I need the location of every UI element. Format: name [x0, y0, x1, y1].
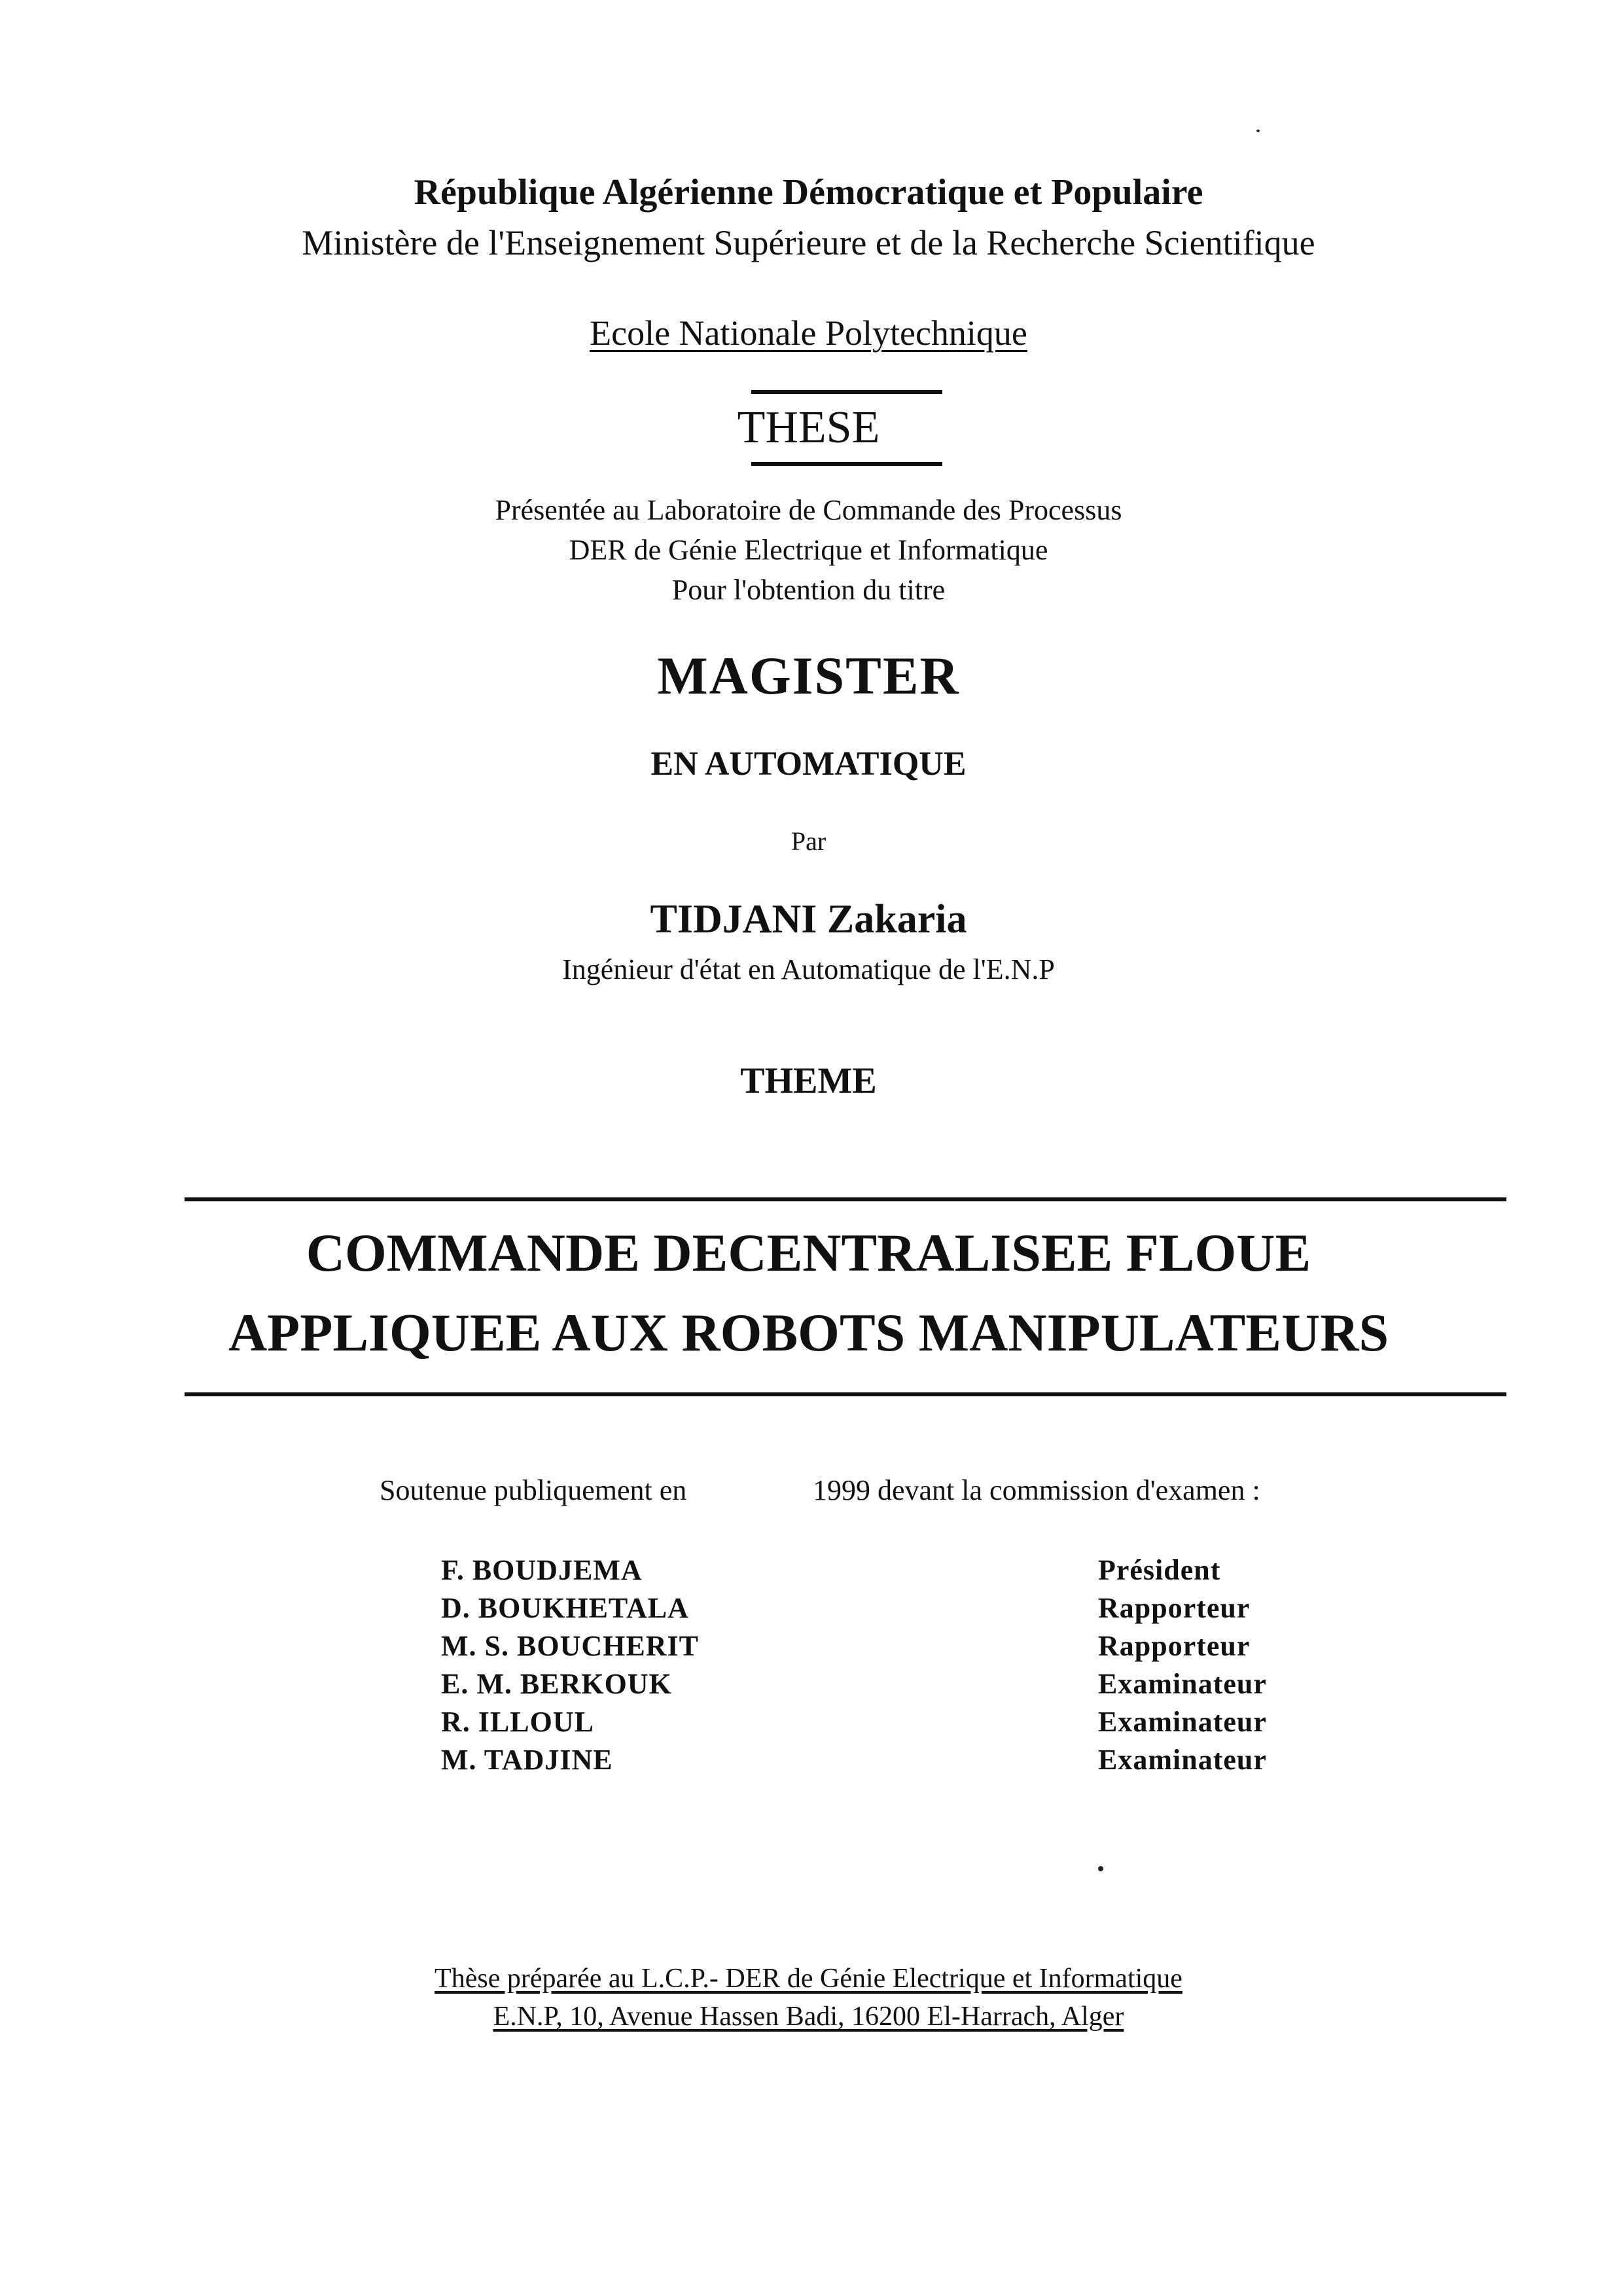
defense-suffix: 1999 devant la commission d'examen :	[813, 1474, 1260, 1506]
jury-row	[0, 1743, 1617, 1781]
these-bottom-rule	[751, 462, 942, 466]
these-label: THESE	[737, 402, 880, 453]
jury-member-role: Rapporteur	[1098, 1630, 1251, 1662]
thesis-title-line-1: COMMANDE DECENTRALISEE FLOUE	[306, 1223, 1311, 1282]
jury-member-name: R. ILLOUL	[441, 1706, 594, 1738]
scan-speck	[1256, 130, 1260, 132]
degree-specialty: EN AUTOMATIQUE	[650, 745, 967, 783]
jury-member-name: E. M. BERKOUK	[441, 1668, 672, 1700]
theme-label: THEME	[740, 1061, 877, 1101]
footer-line-2: E.N.P, 10, Avenue Hassen Badi, 16200 El-Harrach, Alger	[493, 2002, 1124, 2032]
these-top-rule	[751, 390, 942, 394]
thesis-title-line-2: APPLIQUEE AUX ROBOTS MANIPULATEURS	[228, 1303, 1389, 1362]
jury-member-role: Examinateur	[1098, 1668, 1267, 1700]
author-title: Ingénieur d'état en Automatique de l'E.N.P	[562, 953, 1055, 985]
jury-member-name: F. BOUDJEMA	[441, 1554, 643, 1586]
scan-speck	[1098, 1866, 1103, 1871]
jury-row	[0, 1705, 1617, 1743]
jury-row	[0, 1553, 1617, 1591]
jury-member-name: D. BOUKHETALA	[441, 1592, 689, 1624]
presentation-line-3: Pour l'obtention du titre	[671, 574, 946, 606]
jury-row	[0, 1667, 1617, 1705]
jury-member-name: M. S. BOUCHERIT	[441, 1630, 699, 1662]
presentation-line-1: Présentée au Laboratoire de Commande des Processus	[495, 494, 1122, 526]
ministry-heading: Ministère de l'Enseignement Supérieure et de la Recherche Scientifique	[302, 223, 1315, 262]
presentation-line-2: DER de Génie Electrique et Informatique	[569, 534, 1048, 566]
republic-heading: République Algérienne Démocratique et Populaire	[414, 172, 1203, 213]
title-top-rule	[185, 1197, 1506, 1201]
title-bottom-rule	[185, 1392, 1506, 1396]
school-name: Ecole Nationale Polytechnique	[590, 313, 1027, 353]
jury-member-role: Rapporteur	[1098, 1592, 1251, 1624]
par-label: Par	[791, 826, 826, 856]
jury-row	[0, 1629, 1617, 1667]
jury-member-role: Président	[1098, 1554, 1221, 1586]
jury-member-role: Examinateur	[1098, 1706, 1267, 1738]
degree-title: MAGISTER	[657, 646, 960, 705]
jury-row	[0, 1591, 1617, 1629]
author-name: TIDJANI Zakaria	[650, 897, 967, 942]
footer-line-1: Thèse préparée au L.C.P.- DER de Génie Electrique et Informatique	[435, 1964, 1182, 1994]
jury-member-name: M. TADJINE	[441, 1744, 613, 1776]
jury-member-role: Examinateur	[1098, 1744, 1267, 1776]
defense-prefix: Soutenue publiquement en	[380, 1474, 687, 1506]
